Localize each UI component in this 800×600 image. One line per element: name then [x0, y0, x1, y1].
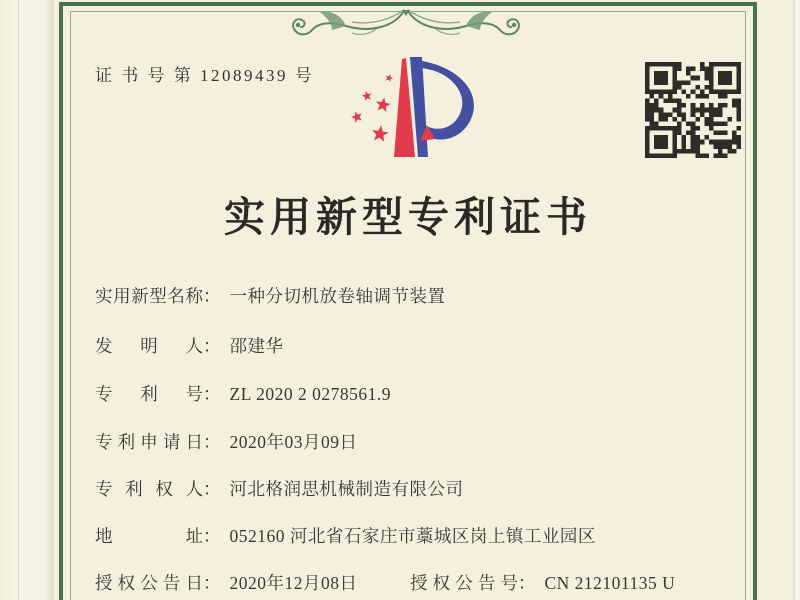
- field-label: 专利权人: [95, 479, 203, 499]
- field-row-inventor: [95, 333, 284, 358]
- field-colon: ：: [203, 336, 221, 356]
- field-label: 专利号: [95, 384, 203, 404]
- field-colon: ：: [203, 286, 221, 306]
- field-row-filing-date: [95, 429, 358, 454]
- certificate-number: 证 书 号 第 12089439 号: [95, 66, 315, 85]
- logo-p-mark: [394, 57, 474, 157]
- field-value: 2020年12月08日: [229, 573, 358, 593]
- field-value: ZL 2020 2 0278561.9: [229, 384, 391, 404]
- field-row-patent-no: [95, 381, 391, 406]
- field-value: 052160 河北省石家庄市藁城区岗上镇工业园区: [229, 526, 596, 546]
- qr-code: [645, 62, 741, 158]
- field-value: 2020年03月09日: [229, 432, 358, 452]
- field-value: 邵建华: [229, 336, 284, 356]
- paper-right-edge: [793, 0, 800, 600]
- field-label: 实用新型名称: [95, 286, 203, 306]
- adjacent-page-edge: [0, 0, 56, 600]
- field-colon: ：: [518, 573, 536, 593]
- field-value: 河北格润思机械制造有限公司: [229, 479, 464, 499]
- field-colon: ：: [203, 479, 221, 499]
- certificate-title: 实用新型专利证书: [224, 194, 592, 240]
- field-colon: ：: [203, 526, 221, 546]
- field-label: 授权公告日: [95, 573, 203, 593]
- field-row-address: [95, 523, 596, 548]
- field-label: 发明人: [95, 336, 203, 356]
- logo-stars: [350, 73, 394, 142]
- field-value: CN 212101135 U: [544, 573, 676, 593]
- field-colon: ：: [203, 432, 221, 452]
- field-value: 一种分切机放卷轴调节装置: [229, 286, 446, 306]
- field-row-patentee: [95, 476, 464, 501]
- field-row-grant-date: [95, 570, 358, 595]
- field-label: 授权公告号: [410, 573, 518, 593]
- field-colon: ：: [203, 384, 221, 404]
- field-label: 地址: [95, 526, 203, 546]
- field-row-grant-no: [410, 570, 675, 595]
- field-colon: ：: [203, 573, 221, 593]
- page-crease: [18, 0, 19, 600]
- field-row-name: [95, 283, 446, 308]
- patent-office-logo-icon: [330, 55, 480, 175]
- field-label: 专利申请日: [95, 432, 203, 452]
- scrollwork-ornament-icon: [254, 7, 558, 39]
